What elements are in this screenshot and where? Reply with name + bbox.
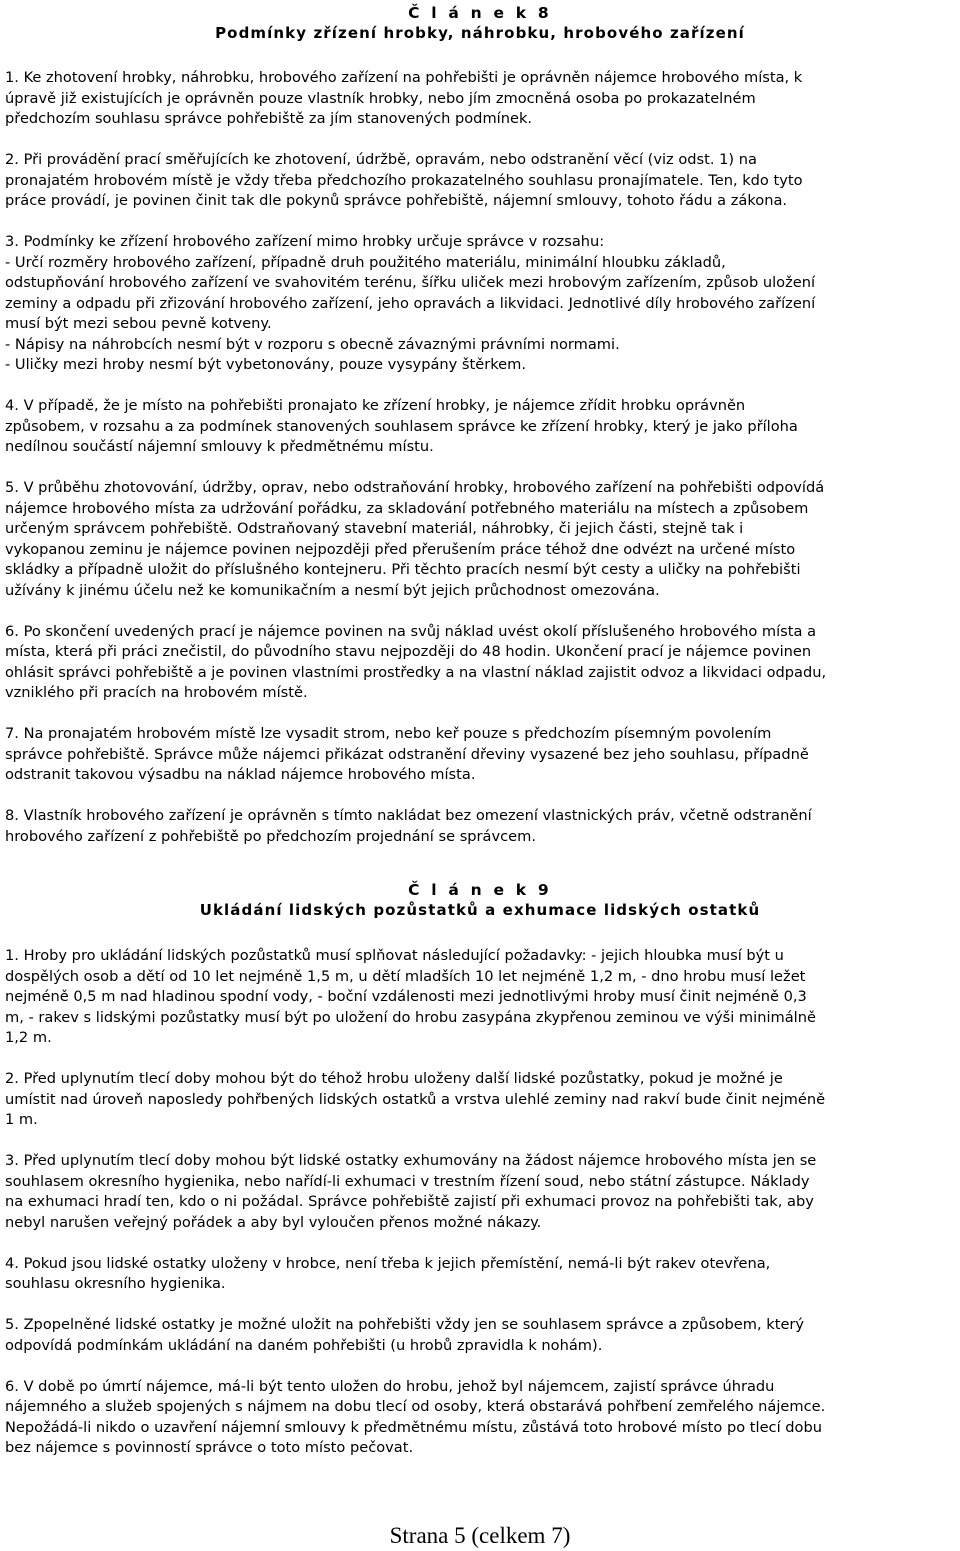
text-line: 3. Před uplynutím tlecí doby mohou být lidské ostatky exhumovány na žádost nájemce hrobového místa jen se — [5, 1152, 817, 1169]
text-line: vzniklého při pracích na hrobovém místě. — [5, 684, 308, 701]
article-8-title: Č l á n e k 8 — [408, 4, 552, 22]
article9-paragraph-3 — [5, 1151, 957, 1233]
text-line: ohlásit správci pohřebiště a je povinen vlastními prostředky a na vlastní náklad zajistit odvoz a likvidaci odpadu, — [5, 663, 827, 681]
article9-paragraph-6 — [5, 1377, 957, 1459]
text-line: místa, která při práci znečistil, do původního stavu nejpozději do 48 hodin. Ukončení prací je nájemce povinen — [5, 643, 812, 660]
text-line: nájemce hrobového místa za udržování pořádku, za skladování potřebného materiálu na místech a způsobem — [5, 499, 809, 517]
article-9-subtitle: Ukládání lidských pozůstatků a exhumace lidských ostatků — [199, 901, 761, 919]
text-line: odstupňování hrobového zařízení ve svahovitém terénu, šířku uliček mezi hrobovým zařízením, způsob uložení — [5, 274, 816, 291]
text-line: vykopanou zeminu je nájemce povinen nejpozději před přerušením práce téhož dne odvézt na určené místo — [5, 540, 796, 558]
article8-paragraph-8 — [5, 806, 957, 847]
text-line: Nepožádá-li nikdo o uzavření nájemní smlouvy k předmětnému místu, zůstává toto hrobové místo po tlecí dobu — [5, 1418, 822, 1436]
text-line: bez nájemce s povinností správce o toto místo pečovat. — [5, 1439, 414, 1456]
text-line: 5. V průběhu zhotovování, údržby, oprav, nebo odstraňování hrobky, hrobového zařízení na pohřebišti odpovídá — [5, 479, 825, 496]
text-line: nejméně 0,5 m nad hladinou spodní vody, - boční vzdálenosti mezi jednotlivými hroby musí činit nejméně 0,3 — [5, 988, 807, 1005]
text-line: 1. Hroby pro ukládání lidských pozůstatků musí splňovat následující požadavky: - jejich hloubka musí být u — [5, 947, 784, 964]
text-line: 7. Na pronajatém hrobovém místě lze vysadit strom, nebo keř pouze s předchozím písemným povolením — [5, 725, 772, 742]
article8-paragraph-1 — [5, 68, 957, 130]
article-9-heading — [0, 880, 960, 920]
text-line: 4. V případě, že je místo na pohřebišti pronajato ke zřízení hrobky, je nájemce zřídit hrobku oprávněn — [5, 397, 746, 414]
text-line: na exhumaci hradí ten, kdo o ni požádal. Správce pohřebiště zajistí při exhumaci provoz na pohřebišti tak, aby — [5, 1193, 814, 1210]
text-line: nedílnou součástí nájemní smlouvy k předmětnému místu. — [5, 438, 434, 455]
text-line: umístit nad úroveň naposledy pohřbených lidských ostatků a vrstva ulehlé zeminy nad rakví bude činit nejméně — [5, 1090, 826, 1108]
text-line: m, - rakev s lidskými pozůstatky musí být po uložení do hrobu zasypána zkypřenou zeminou ve výši minimálně — [5, 1008, 816, 1026]
text-line: skládky a případně uložit do příslušného kontejneru. Při těchto pracích nesmí být cesty a uličky na pohřebišti — [5, 561, 801, 578]
text-line: souhlasu okresního hygienika. — [5, 1275, 226, 1292]
article-9-body — [5, 946, 957, 1479]
article-8-heading — [0, 3, 960, 43]
text-line: 2. Při provádění prací směřujících ke zhotovení, údržbě, opravám, nebo odstranění věcí (viz odst. 1) na — [5, 151, 757, 168]
text-line: souhlasem okresního hygienika, nebo nařídí-li exhumaci v trestním řízení soud, nebo státní zástupce. Náklady — [5, 1172, 810, 1190]
article-8-body — [5, 68, 957, 868]
article9-paragraph-4 — [5, 1254, 957, 1295]
text-line: 3. Podmínky ke zřízení hrobového zařízení mimo hrobky určuje správce v rozsahu: — [5, 233, 605, 250]
text-line: pronajatém hrobovém místě je vždy třeba předchozího prokazatelného souhlasu pronajímatele. Ten, kdo tyto — [5, 171, 803, 189]
article8-paragraph-4 — [5, 396, 957, 458]
article8-paragraph-7 — [5, 724, 957, 786]
article8-paragraph-5 — [5, 478, 957, 601]
text-line: 1 m. — [5, 1111, 38, 1128]
text-line: práce provádí, je povinen činit tak dle pokynů správce pohřebiště, nájemní smlouvy, tohoto řádu a zákona. — [5, 192, 788, 209]
article9-paragraph-5 — [5, 1315, 957, 1356]
text-line: 1. Ke zhotovení hrobky, náhrobku, hrobového zařízení na pohřebišti je oprávněn nájemce hrobového místa, k — [5, 69, 803, 86]
page-footer: Strana 5 (celkem 7) — [389, 1523, 571, 1548]
text-line: - Nápisy na náhrobcích nesmí být v rozporu s obecně závaznými právními normami. — [5, 335, 620, 353]
text-line: určeným správcem pohřebiště. Odstraňovaný stavební materiál, náhrobky, či jejich části, stejně tak i — [5, 520, 744, 537]
text-line: 4. Pokud jsou lidské ostatky uloženy v hrobce, není třeba k jejich přemístění, nemá-li být rakev otevřena, — [5, 1254, 771, 1272]
text-line: správce pohřebiště. Správce může nájemci přikázat odstranění dřeviny vysazené bez jeho souhlasu, případně — [5, 745, 809, 763]
text-line: nebyl narušen veřejný pořádek a aby byl vyloučen přenos možné nákazy. — [5, 1213, 542, 1231]
text-line: 2. Před uplynutím tlecí doby mohou být do téhož hrobu uloženy další lidské pozůstatky, pokud je možné je — [5, 1070, 783, 1087]
text-line: 5. Zpopelněné lidské ostatky je možné uložit na pohřebišti vždy jen se souhlasem správce a způsobem, který — [5, 1316, 805, 1333]
article9-paragraph-2 — [5, 1069, 957, 1131]
text-line: užívány k jinému účelu než ke komunikačním a nesmí být jejich průchodnost omezována. — [5, 581, 660, 599]
text-line: - Uličky mezi hroby nesmí být vybetonovány, pouze vysypány štěrkem. — [5, 356, 526, 373]
text-line: dospělých osob a dětí od 10 let nejméně 1,5 m, u dětí mladších 10 let nejméně 1,2 m, - dno hrobu musí ležet — [5, 967, 806, 985]
article-9-title: Č l á n e k 9 — [408, 881, 552, 899]
text-line: 8. Vlastník hrobového zařízení je oprávněn s tímto nakládat bez omezení vlastnických práv, včetně odstranění — [5, 807, 812, 824]
text-line: způsobem, v rozsahu a za podmínek stanovených souhlasem správce ke zřízení hrobky, který je jako příloha — [5, 417, 798, 435]
text-line: zeminy a odpadu při zřizování hrobového zařízení, jeho opravách a likvidaci. Jednotlivé díly hrobového zařízení — [5, 294, 816, 312]
text-line: odstranit takovou výsadbu na náklad nájemce hrobového místa. — [5, 766, 476, 783]
article8-paragraph-3 — [5, 232, 957, 376]
text-line: nájemného a služeb spojených s nájmem na dobu tlecí od osoby, která obstarává pohřbení zemřelého nájemce. — [5, 1398, 826, 1415]
text-line: musí být mezi sebou pevně kotveny. — [5, 315, 272, 332]
text-line: předchozím souhlasu správce pohřebiště za jím stanovených podmínek. — [5, 110, 533, 127]
text-line: odpovídá podmínkám ukládání na daném pohřebišti (u hrobů zpravidla k nohám). — [5, 1336, 603, 1354]
text-line: - Určí rozměry hrobového zařízení, případně druh použitého materiálu, minimální hloubku základů, — [5, 253, 726, 271]
article9-paragraph-1 — [5, 946, 957, 1049]
text-line: 6. Po skončení uvedených prací je nájemce povinen na svůj náklad uvést okolí příslušeného hrobového místa a — [5, 622, 817, 640]
text-line: úpravě již existujících je oprávněn pouze vlastník hrobky, nebo jím zmocněná osoba po prokazatelném — [5, 89, 756, 107]
article8-paragraph-6 — [5, 622, 957, 704]
text-line: hrobového zařízení z pohřebiště po předchozím projednání se správcem. — [5, 827, 536, 845]
text-line: 1,2 m. — [5, 1029, 52, 1046]
article8-paragraph-2 — [5, 150, 957, 212]
text-line: 6. V době po úmrtí nájemce, má-li být tento uložen do hrobu, jehož byl nájemcem, zajistí správce úhradu — [5, 1377, 775, 1395]
article-8-subtitle: Podmínky zřízení hrobky, náhrobku, hrobového zařízení — [215, 24, 745, 42]
